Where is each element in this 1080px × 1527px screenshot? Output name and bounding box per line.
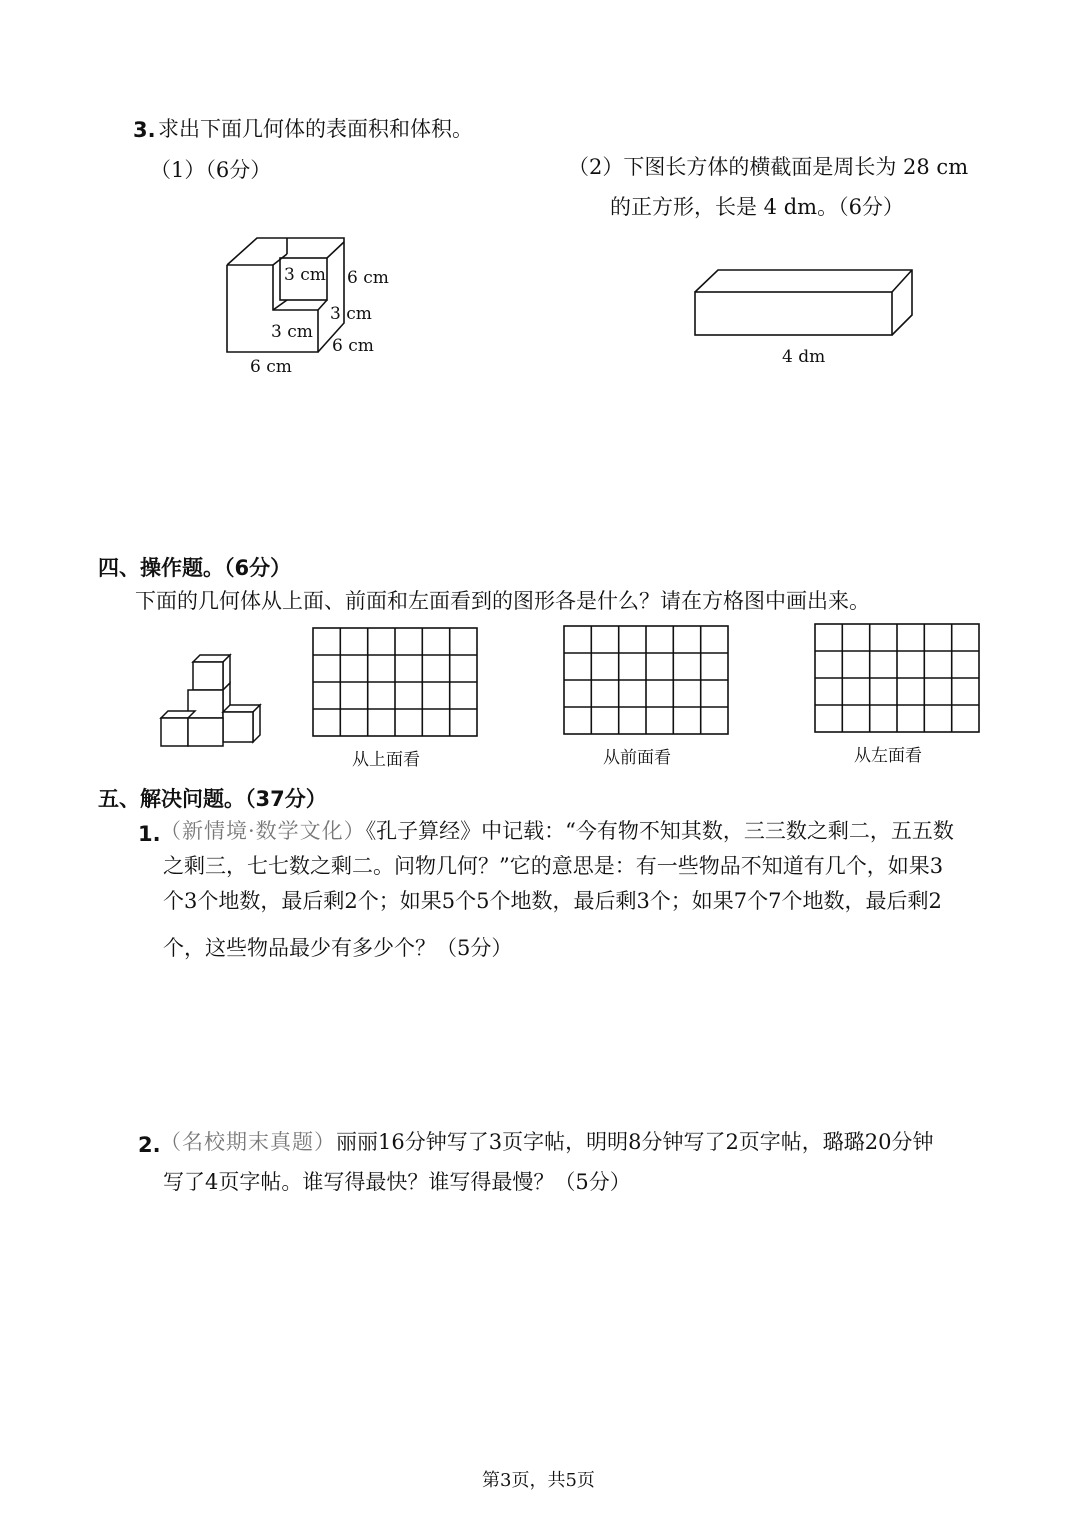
caption-top-view: 从上面看 (352, 750, 420, 770)
problem1-line4: 个，这些物品最少有多少个？（5分） (163, 936, 513, 960)
q3-part2-line1: （2）下图长方体的横截面是周长为 28 cm (568, 155, 969, 179)
caption-left-view: 从左面看 (854, 746, 922, 766)
q3-title: 求出下面几何体的表面积和体积。 (158, 117, 473, 141)
problem1-line3: 个3个地数，最后剩2个；如果5个5个地数，最后剩3个；如果7个7个地数，最后剩2 (163, 889, 942, 913)
section4-instruction: 下面的几何体从上面、前面和左面看到的图形各是什么？请在方格图中画出来。 (135, 589, 870, 613)
dim-depth: 6 cm (332, 336, 374, 356)
grid-front-view[interactable] (564, 626, 730, 736)
section5-title: 五、解决问题。（37分） (98, 787, 327, 811)
dim-right-step: 3 cm (330, 304, 372, 324)
problem2-number: 2. (138, 1133, 161, 1157)
stacked-cubes-lines (161, 655, 260, 746)
grid-top-view-lines (313, 628, 477, 736)
grid-left-view-lines (815, 624, 979, 732)
section4-title: 四、操作题。（6分） (98, 556, 292, 580)
cuboid-figure (690, 265, 920, 345)
cuboid-length-label: 4 dm (782, 347, 826, 367)
problem2-tag: （名校期末真题） (160, 1130, 336, 1154)
q3-part1-label: （1）（6分） (150, 158, 272, 182)
dim-right-height: 6 cm (347, 268, 389, 288)
dim-bottom: 6 cm (250, 357, 292, 377)
notched-cube-figure (215, 230, 415, 390)
grid-front-view-lines (564, 626, 728, 734)
cuboid-lines (695, 270, 912, 335)
caption-front-view: 从前面看 (603, 748, 671, 768)
dim-inner-step: 3 cm (271, 322, 313, 342)
problem1-number: 1. (138, 822, 161, 846)
grid-top-view[interactable] (313, 628, 479, 738)
problem2-line2: 写了4页字帖。谁写得最快？谁写得最慢？（5分） (163, 1170, 631, 1194)
page-number: 第3页，共5页 (482, 1470, 595, 1491)
q3-part2-line2: 的正方形，长是 4 dm。（6分） (610, 195, 904, 219)
problem1-line2: 之剩三，七七数之剩二。问物几何？”它的意思是：有一些物品不知道有几个，如果3 (163, 854, 944, 878)
dim-top-inner: 3 cm (284, 265, 326, 285)
problem1-line1 (160, 818, 954, 845)
problem2-line1 (160, 1129, 934, 1156)
grid-left-view[interactable] (815, 624, 981, 734)
problem1-line1-text: 《孔子算经》中记载：“今有物不知其数，三三数之剩二，五五数 (365, 819, 954, 843)
stacked-cubes-figure (155, 650, 265, 755)
q3-number: 3. (133, 118, 156, 142)
problem1-tag: （新情境·数学文化） (160, 819, 366, 843)
problem2-line1-text: 丽丽16分钟写了3页字帖，明明8分钟写了2页字帖，璐璐20分钟 (336, 1130, 934, 1154)
